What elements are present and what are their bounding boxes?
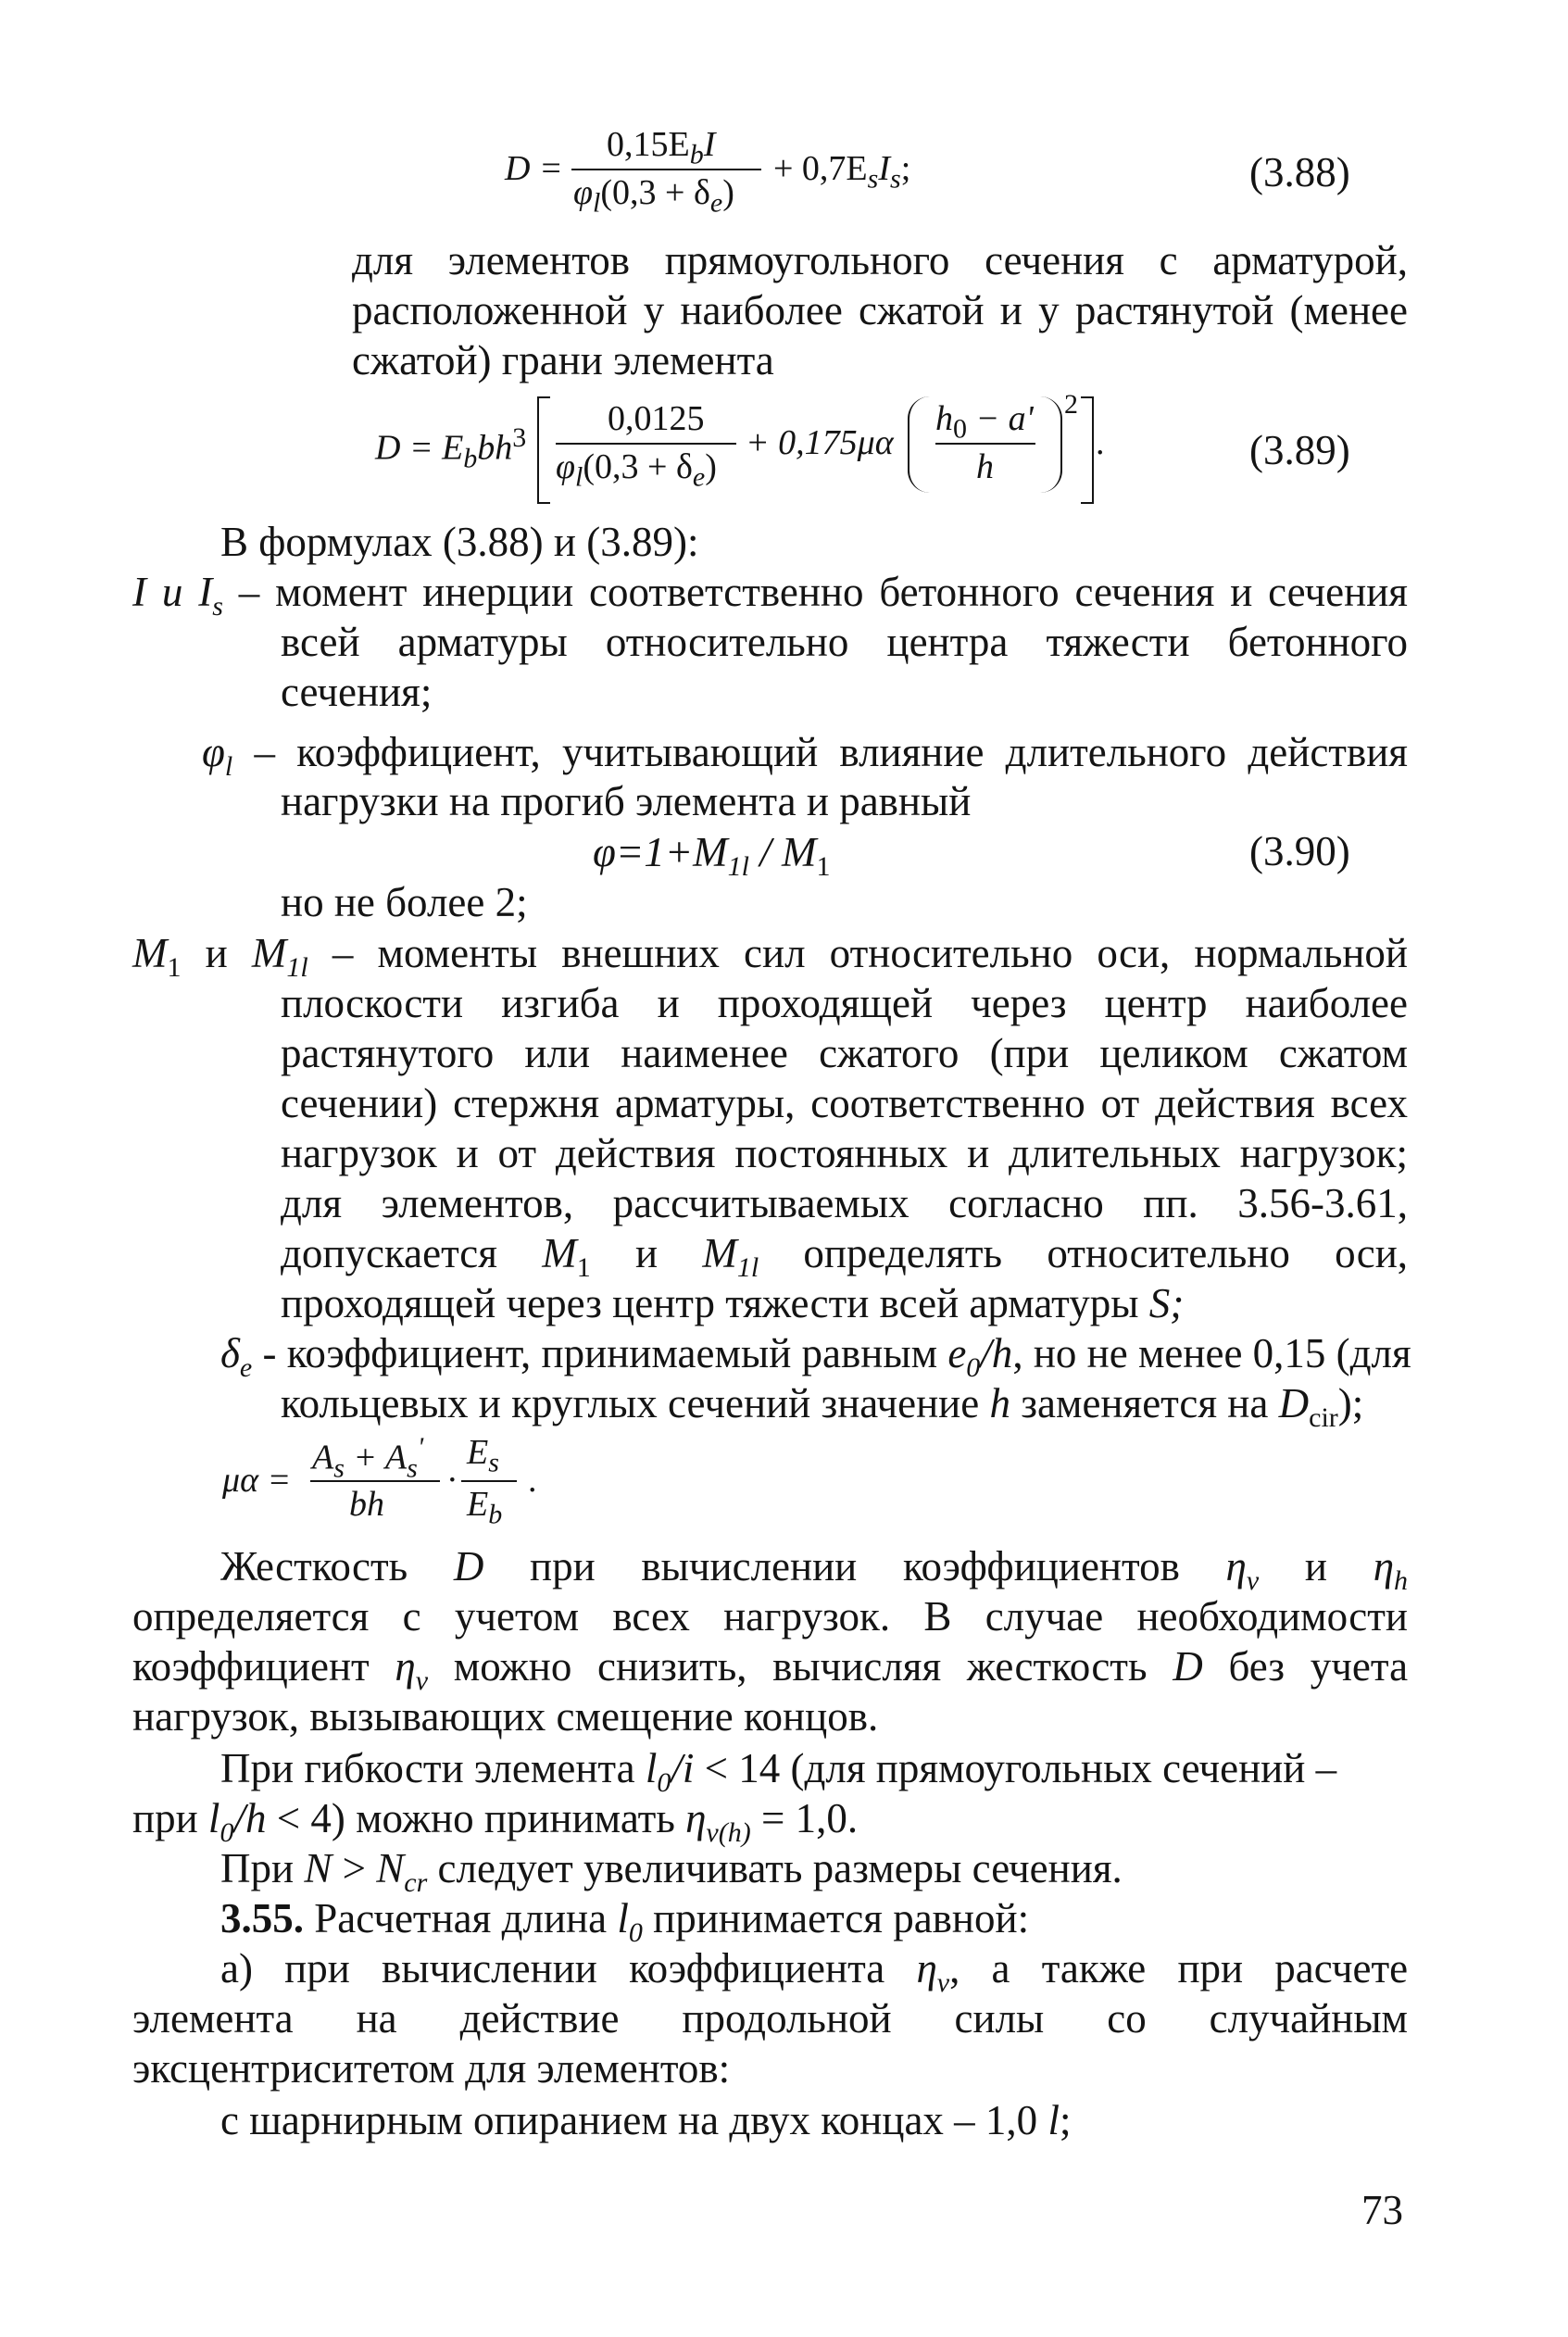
- formula-3-88: [468, 120, 1060, 222]
- text-line: но не более 2;: [281, 879, 528, 925]
- right-bracket: [1081, 396, 1094, 504]
- text-line: а) при вычислении коэффициента $\eta_v$, а также при расчете: [220, 1945, 1409, 1998]
- intro-line: В формулах (3.88) и (3.89):: [220, 519, 699, 565]
- inner-denominator: h: [976, 447, 994, 486]
- text-line: при $l_0/h < 4$) можно принимать $\eta_{v(h)} = 1,0$.: [132, 1795, 859, 1848]
- formula-mu-alpha: [213, 1426, 565, 1538]
- text-line: При $N > N_{cr}$ следует увеличивать размеры сечения.: [220, 1845, 1123, 1898]
- text-line: коэффициент $\eta_v$ можно снизить, вычисляя жесткость D без учета: [132, 1643, 1409, 1696]
- text-line: сечении) стержня арматуры, соответственно от действия всех: [281, 1080, 1408, 1126]
- term: I и I: [132, 569, 213, 615]
- formula-middle: + 0,175μα: [746, 423, 894, 462]
- formula-lhs: D =: [505, 149, 563, 188]
- definition-phi: $\varphi_l$ – коэффициент, учитывающий влияние длительного действия: [202, 729, 1408, 782]
- text-line: нагрузок, вызывающих смещение концов.: [132, 1693, 879, 1740]
- text-line: всей арматуры относительно центра тяжести бетонного: [281, 619, 1408, 665]
- text-line: кольцевых и круглых сечений значение h заменяется на $D_{cir}$);: [281, 1380, 1364, 1433]
- definition-delta: $\delta_e$ - коэффициент, принимаемый равным $e_0/h$, но не менее 0,15 (для: [220, 1330, 1411, 1383]
- definition-I: I и $I_s$ – момент инерции соответственно бетонного сечения и сечения: [132, 569, 1409, 622]
- text-line: определяется с учетом всех нагрузок. В случае необходимости: [132, 1593, 1408, 1640]
- fraction-denominator: bh: [349, 1485, 384, 1524]
- section-number: 3.55.: [220, 1895, 304, 1941]
- fraction-bar: [556, 443, 736, 445]
- fraction-bar: [571, 169, 761, 170]
- left-paren: [908, 396, 930, 493]
- fraction-numerator: 0,0125: [608, 399, 705, 438]
- text-line: эксцентриситетом для элементов:: [132, 2045, 731, 2092]
- text-line: нагрузки на прогиб элемента и равный: [281, 778, 972, 824]
- fraction-denominator: $\varphi_l(0,3 + \delta_e)$: [573, 173, 734, 219]
- fraction-denominator: $\varphi_l(0,3 + \delta_e)$: [556, 447, 717, 493]
- formula-end: .: [1096, 423, 1105, 462]
- formula-3-90: $\varphi=1+M_{1l} / M_1$: [593, 829, 831, 882]
- fraction-numerator: $A_s + A_s'$: [312, 1432, 424, 1484]
- text-line: растянутого или наименее сжатого (при целиком сжатом: [281, 1030, 1408, 1076]
- text-line: для элементов прямоугольного сечения с арматурой,: [352, 237, 1408, 283]
- term: φ: [202, 729, 225, 775]
- fraction-numerator: $0,15E_bI$: [607, 125, 716, 170]
- text-line: расположенной у наиболее сжатой и у растянутой (менее: [352, 287, 1408, 333]
- formula-lhs: μα =: [222, 1461, 292, 1500]
- text-line: допускается $M_1$ и $M_{1l}$ определять относительно оси,: [281, 1230, 1409, 1283]
- inner-numerator: $h_0 - a'$: [935, 399, 1034, 445]
- formula-lhs: $D = E_bbh^3$: [375, 422, 527, 474]
- right-paren: [1040, 396, 1062, 493]
- fraction-bar: [461, 1480, 517, 1482]
- text-line: Жесткость D при вычислении коэффициентов $\eta_v$ и $\eta_h$: [220, 1543, 1409, 1596]
- section-3-55: 3.55. Расчетная длина $l_0$ принимается равной:: [220, 1895, 1030, 1948]
- text-line: плоскости изгиба и проходящей через центр наиболее: [281, 980, 1408, 1026]
- power: 2: [1064, 389, 1078, 420]
- dot: ·: [446, 1461, 458, 1500]
- fraction-bar: [310, 1480, 440, 1482]
- text-line: сечения;: [281, 669, 433, 715]
- text-line: нагрузок и от действия постоянных и длительных нагрузок;: [281, 1130, 1408, 1176]
- formula-end: .: [528, 1461, 537, 1500]
- formula-3-89: [366, 389, 1107, 509]
- text-line: проходящей через центр тяжести всей арматуры S;: [281, 1280, 1185, 1326]
- text-line: При гибкости элемента $l_0/i < 14$ (для прямоугольных сечений –: [220, 1745, 1337, 1798]
- formula-number: (3.90): [1249, 828, 1350, 874]
- fraction-denominator: $E_b$: [467, 1485, 503, 1530]
- page-number: 73: [1361, 2187, 1403, 2233]
- fraction-numerator: $E_s$: [467, 1433, 499, 1478]
- formula-rhs: + $0,7E_sI_s$;: [773, 149, 911, 195]
- formula-number: (3.89): [1249, 427, 1350, 473]
- definition-M: $M_1$ и $M_{1l}$ – моменты внешних сил относительно оси, нормальной: [132, 930, 1409, 983]
- inner-fraction-bar: [935, 443, 1035, 445]
- text-line: для элементов, рассчитываемых согласно пп. 3.56-3.61,: [281, 1180, 1408, 1226]
- text-line: сжатой) грани элемента: [352, 337, 774, 383]
- left-bracket: [537, 396, 550, 504]
- text-line: с шарнирным опиранием на двух концах – 1,0 l;: [220, 2097, 1072, 2143]
- text-line: элемента на действие продольной силы со случайным: [132, 1995, 1409, 2042]
- formula-number: (3.88): [1249, 149, 1350, 195]
